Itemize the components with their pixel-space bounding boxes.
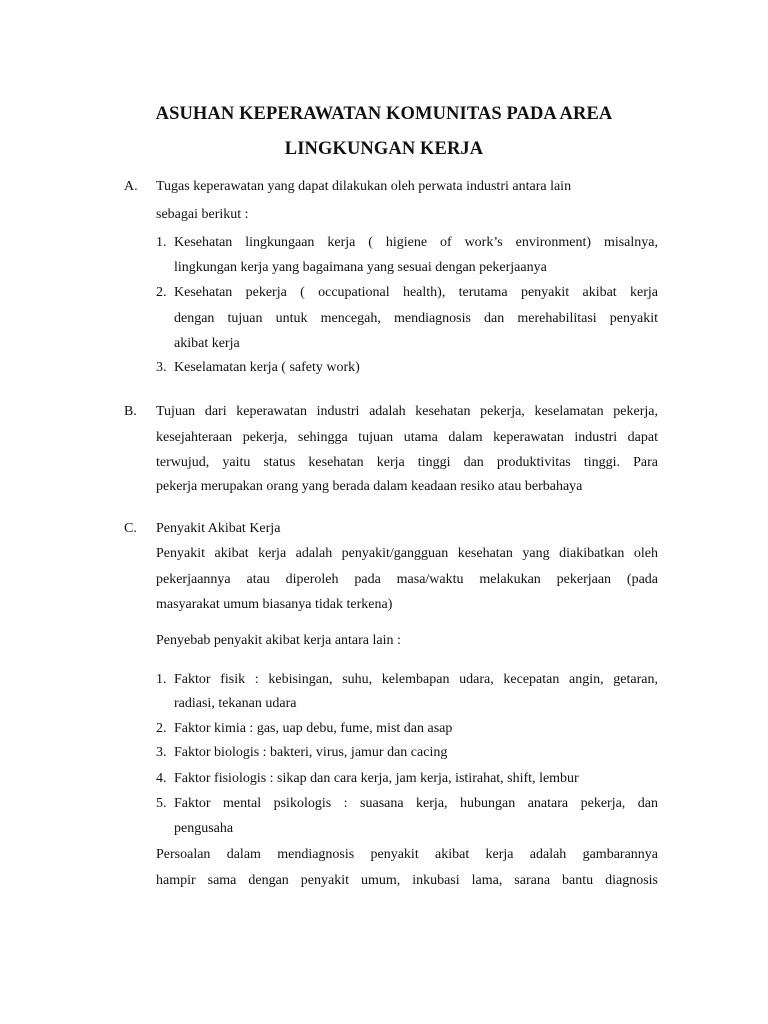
document-title-line-1: ASUHAN KEPERAWATAN KOMUNITAS PADA AREA	[155, 104, 613, 124]
list-item-marker: 4.	[156, 771, 167, 786]
section-c-heading: Penyakit Akibat Kerja	[156, 521, 281, 536]
section-b-line: kesejahteraan pekerja, sehingga tujuan utama dalam keperawatan industri dapat	[156, 430, 658, 445]
section-a-line: Tugas keperawatan yang dapat dilakukan oleh perwata industri antara lain	[156, 179, 572, 194]
section-b-line: Tujuan dari keperawatan industri adalah kesehatan pekerja, keselamatan pekerja,	[156, 404, 658, 419]
list-item-marker: 2.	[156, 721, 167, 736]
list-item-marker: 3.	[156, 360, 167, 375]
section-b-line: pekerja merupakan orang yang berada dalam keadaan resiko atau berbahaya	[156, 479, 583, 494]
list-item-marker: 1.	[156, 235, 167, 250]
list-item-line: akibat kerja	[174, 336, 240, 351]
list-item-marker: 5.	[156, 796, 167, 811]
list-item-line: radiasi, tekanan udara	[174, 696, 297, 711]
list-item-marker: 2.	[156, 285, 167, 300]
list-item-line: Faktor mental psikologis : suasana kerja, hubungan anatara pekerja, dan	[174, 796, 658, 811]
list-item-marker: 1.	[156, 672, 167, 687]
section-a-line: sebagai berikut :	[156, 207, 249, 222]
list-item-line: Faktor fisik : kebisingan, suhu, kelembapan udara, kecepatan angin, getaran,	[174, 672, 658, 687]
causes-intro: Penyebab penyakit akibat kerja antara lain :	[156, 633, 401, 648]
list-item-line: Keselamatan kerja ( safety work)	[174, 360, 360, 375]
section-c-marker: C.	[124, 521, 137, 536]
list-item-line: lingkungan kerja yang bagaimana yang sesuai dengan pekerjaanya	[174, 260, 547, 275]
section-c-line: pekerjaannya atau diperoleh pada masa/waktu melakukan pekerjaan (pada	[156, 572, 658, 587]
list-item-line: Kesehatan pekerja ( occupational health), terutama penyakit akibat kerja	[174, 285, 658, 300]
section-a-marker: A.	[124, 179, 138, 194]
section-b-marker: B.	[124, 404, 137, 419]
list-item-line: Faktor biologis : bakteri, virus, jamur dan cacing	[174, 745, 448, 760]
list-item-line: dengan tujuan untuk mencegah, mendiagnosis dan merehabilitasi penyakit	[174, 311, 658, 326]
list-item-marker: 3.	[156, 745, 167, 760]
section-c-line: masyarakat umum biasanya tidak terkena)	[156, 597, 393, 612]
list-item-line: pengusaha	[174, 821, 234, 836]
closing-line: hampir sama dengan penyakit umum, inkubasi lama, sarana bantu diagnosis	[156, 873, 658, 888]
section-c-line: Penyakit akibat kerja adalah penyakit/gangguan kesehatan yang diakibatkan oleh	[156, 546, 658, 561]
list-item-line: Faktor fisiologis : sikap dan cara kerja, jam kerja, istirahat, shift, lembur	[174, 771, 579, 786]
list-item-line: Faktor kimia : gas, uap debu, fume, mist dan asap	[174, 721, 453, 736]
section-b-line: terwujud, yaitu status kesehatan kerja tinggi dan produktivitas tinggi. Para	[156, 455, 658, 470]
closing-line: Persoalan dalam mendiagnosis penyakit akibat kerja adalah gambarannya	[156, 847, 658, 862]
document-title-line-2: LINGKUNGAN KERJA	[284, 139, 484, 159]
list-item-line: Kesehatan lingkungaan kerja ( higiene of work’s environment) misalnya,	[174, 235, 658, 250]
